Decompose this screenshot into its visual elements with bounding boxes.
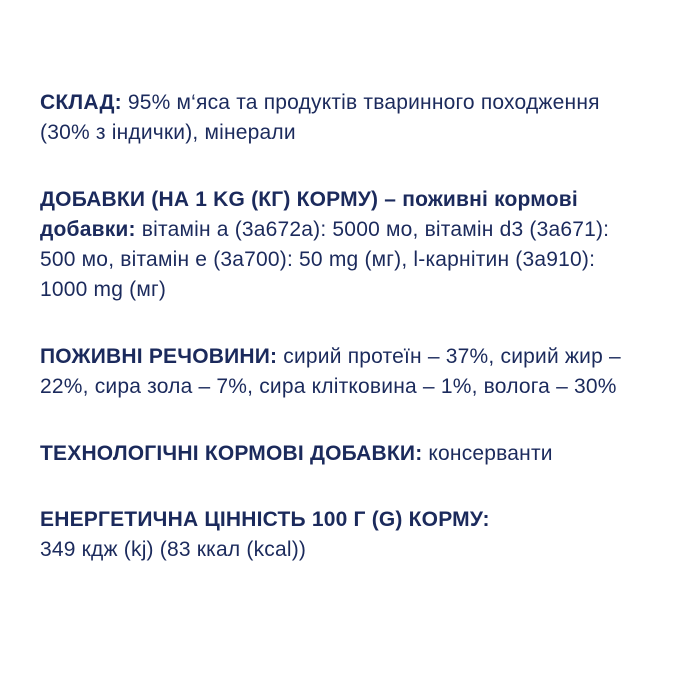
energy-section (40, 505, 640, 565)
tech-additives-section (40, 439, 640, 469)
composition-label: СКЛАД: (40, 91, 122, 114)
energy-text: 349 кдж (kj) (83 ккал (kcal)) (40, 538, 307, 561)
additives-section (40, 185, 640, 305)
composition-section (40, 88, 640, 148)
tech-additives-text: консерванти (422, 442, 553, 465)
nutrients-section (40, 342, 640, 402)
nutrients-label: ПОЖИВНІ РЕЧОВИНИ: (40, 345, 278, 368)
tech-additives-label: ТЕХНОЛОГІЧНІ КОРМОВІ ДОБАВКИ: (40, 442, 423, 465)
nutrients-text: сирий протеїн – 37%, сирий жир – 22%, сира зола – 7%, сира клітковина – 1%, волога – 30% (40, 345, 621, 398)
additives-text: вітамін а (3а672а): 5000 мо, вітамін d3 (3а671): 500 мо, вітамін е (3а700): 50 mg (мг), l-карнітин (3а910): 1000 mg (мг) (40, 218, 610, 301)
composition-text: 95% м‘яса та продуктів тваринного походження (30% з індички), мінерали (40, 91, 600, 144)
energy-label: ЕНЕРГЕТИЧНА ЦІННІСТЬ 100 Г (G) КОРМУ: (40, 508, 490, 531)
product-info (40, 88, 640, 565)
additives-label: ДОБАВКИ (НА 1 KG (КГ) КОРМУ) – поживні кормові добавки: (40, 188, 578, 241)
